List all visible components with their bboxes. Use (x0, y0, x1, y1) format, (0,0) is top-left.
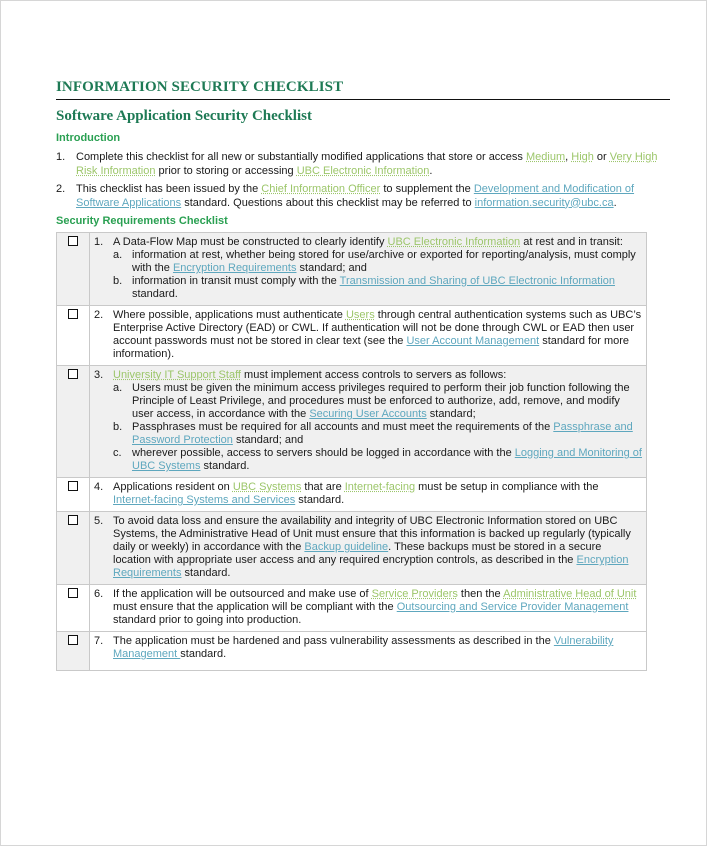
text: must implement access controls to servers as follows: (240, 369, 507, 381)
link-encryption-requirements[interactable]: Encryption Requirements (113, 554, 629, 579)
text: Where possible, applications must authenticate (113, 309, 346, 321)
text: . These backups must be stored in a secure location with appropriate user access and any required encryption controls, as described in the (113, 541, 602, 566)
checkbox-cell (57, 585, 90, 632)
link-securing-user-accounts[interactable]: Securing User Accounts (309, 408, 427, 420)
term-ubc-systems[interactable]: UBC Systems (232, 481, 302, 493)
link-outsourcing-service-provider[interactable]: Outsourcing and Service Provider Management (396, 601, 629, 613)
text: The application must be hardened and pass vulnerability assessments as described in the (113, 635, 554, 647)
checkbox-icon[interactable] (68, 369, 78, 379)
term-service-providers[interactable]: Service Providers (371, 588, 458, 600)
sub-item (113, 382, 642, 421)
document-subtitle: Software Application Security Checklist (56, 108, 312, 124)
requirement-cell (90, 306, 647, 366)
text: Complete this checklist for all new or substantially modified applications that store or access (76, 151, 526, 163)
text: standard; and (232, 434, 304, 446)
checklist-row (57, 512, 647, 585)
security-checklist-table (56, 232, 647, 671)
requirement-cell (90, 632, 647, 671)
text: standard prior to going into production. (113, 614, 302, 626)
link-encryption-requirements[interactable]: Encryption Requirements (172, 262, 297, 274)
text: standard. (132, 288, 178, 300)
requirement-cell (90, 478, 647, 512)
text: standard. (181, 567, 231, 579)
text: must be setup in compliance with the (415, 481, 599, 493)
sub-item-label: b. (113, 421, 123, 433)
text: standard; and (296, 262, 367, 274)
requirement-number: 1. (94, 236, 104, 248)
requirement-cell (90, 366, 647, 478)
sub-item-label: a. (113, 249, 123, 261)
intro-item-number: 1. (56, 151, 66, 163)
checklist-row (57, 585, 647, 632)
checkbox-cell (57, 512, 90, 585)
text: wherever possible, access to servers should be logged in accordance with the (132, 447, 515, 459)
term-medium[interactable]: Medium (526, 151, 566, 163)
link-development-modification-standard[interactable]: Development and Modification of Software Applications (76, 183, 635, 209)
checkbox-icon[interactable] (68, 236, 78, 246)
intro-item (56, 151, 670, 178)
requirement-cell (90, 585, 647, 632)
text: standard for more information). (113, 335, 630, 360)
term-very-high-risk[interactable]: Very High Risk Information (76, 151, 658, 177)
link-internet-facing-systems[interactable]: Internet-facing Systems and Services (113, 494, 296, 506)
requirement-number: 3. (94, 369, 104, 381)
intro-item-text (76, 151, 670, 178)
checklist-row (57, 306, 647, 366)
checkbox-icon[interactable] (68, 588, 78, 598)
text: , (565, 151, 572, 163)
checklist-row (57, 478, 647, 512)
link-email-information-security[interactable]: information.security@ubc.ca (474, 196, 614, 209)
text: standard. (200, 460, 250, 472)
sub-item (113, 421, 642, 447)
text: prior to storing or accessing (155, 164, 297, 177)
text: standard. Questions about this checklist may be referred to (181, 196, 475, 209)
checklist-row (57, 366, 647, 478)
text: information in transit must comply with the (132, 275, 340, 287)
text: A Data-Flow Map must be constructed to clearly identify (113, 236, 388, 248)
text: To avoid data loss and ensure the availability and integrity of UBC Electronic Information stored on UBC Systems, the Administrative Head of Unit must ensure that this information is backed up regularly (typically daily or weekly) in accordance with the (113, 515, 631, 553)
checkbox-icon[interactable] (68, 481, 78, 491)
requirement-number: 4. (94, 481, 104, 493)
term-ubc-electronic-information[interactable]: UBC Electronic Information (387, 236, 521, 248)
text: Applications resident on (113, 481, 233, 493)
text: . (613, 196, 617, 209)
text: This checklist has been issued by the (76, 183, 262, 195)
checkbox-cell (57, 306, 90, 366)
checkbox-icon[interactable] (68, 309, 78, 319)
requirement-number: 6. (94, 588, 104, 600)
text: If the application will be outsourced and make use of (113, 588, 372, 600)
text: standard; (426, 408, 476, 420)
link-logging-monitoring[interactable]: Logging and Monitoring of UBC Systems (132, 447, 642, 472)
text: information at rest, whether being stored for use/archive or exported for reporting/analysis, must comply with the (132, 249, 636, 274)
requirement-cell (90, 512, 647, 585)
term-high[interactable]: High (571, 151, 594, 163)
checkbox-cell (57, 233, 90, 306)
sub-item-label: b. (113, 275, 123, 287)
introduction-heading: Introduction (56, 132, 121, 144)
term-internet-facing[interactable]: Internet-facing (344, 481, 416, 493)
text: standard. (180, 648, 227, 660)
requirement-cell (90, 233, 647, 306)
text: Users must be given the minimum access privileges required to perform their job function following the Principle of Least Privilege, and procedures must be enforced to authorize, add, remove, and modify user access, in accordance with the (132, 382, 630, 420)
introduction-list (56, 151, 670, 215)
sub-item-label: a. (113, 382, 123, 394)
requirement-number: 5. (94, 515, 104, 527)
link-passphrase-password-protection[interactable]: Passphrase and Password Protection (132, 421, 633, 446)
term-ubc-electronic-information[interactable]: UBC Electronic Information (296, 164, 430, 177)
text: standard. (295, 494, 345, 506)
intro-item (56, 183, 670, 210)
text: must ensure that the application will be compliant with the (113, 601, 397, 613)
text: then the (457, 588, 504, 600)
title-divider (56, 99, 670, 100)
requirement-number: 2. (94, 309, 104, 321)
text: to supplement the (380, 183, 474, 195)
term-chief-information-officer[interactable]: Chief Information Officer (261, 183, 381, 195)
checkbox-cell (57, 478, 90, 512)
intro-item-number: 2. (56, 183, 66, 195)
term-users[interactable]: Users (345, 309, 375, 321)
checkbox-cell (57, 366, 90, 478)
checkbox-cell (57, 632, 90, 671)
checklist-row (57, 233, 647, 306)
link-vulnerability-management[interactable]: Vulnerability Management (113, 635, 614, 660)
requirement-number: 7. (94, 635, 104, 647)
text: Passphrases must be required for all accounts and must meet the requirements of the (132, 421, 554, 433)
term-administrative-head-of-unit[interactable]: Administrative Head of Unit (503, 588, 637, 600)
checkbox-icon[interactable] (68, 515, 78, 525)
text: that are (301, 481, 345, 493)
sub-item-label: c. (113, 447, 122, 459)
sub-item (113, 275, 642, 301)
document-title: INFORMATION SECURITY CHECKLIST (56, 79, 344, 95)
checklist-heading: Security Requirements Checklist (56, 215, 228, 227)
checklist-row (57, 632, 647, 671)
checkbox-icon[interactable] (68, 635, 78, 645)
intro-item-text (76, 183, 670, 210)
link-user-account-management[interactable]: User Account Management (406, 335, 540, 347)
text: through central authentication systems such as UBC’s Enterprise Active Directory (EAD) or CWL. If authentication will not be done through CWL or EAD then user account passwords must not be stored in clear text (see the (113, 309, 642, 347)
text: at rest and in transit: (520, 236, 623, 248)
term-university-it-support-staff[interactable]: University IT Support Staff (113, 369, 241, 381)
link-transmission-sharing[interactable]: Transmission and Sharing of UBC Electronic Information (339, 275, 615, 287)
text: . (429, 164, 433, 177)
text: or (593, 151, 610, 163)
link-backup-guideline[interactable]: Backup guideline (304, 541, 389, 553)
sub-item (113, 447, 642, 473)
sub-item (113, 249, 642, 275)
